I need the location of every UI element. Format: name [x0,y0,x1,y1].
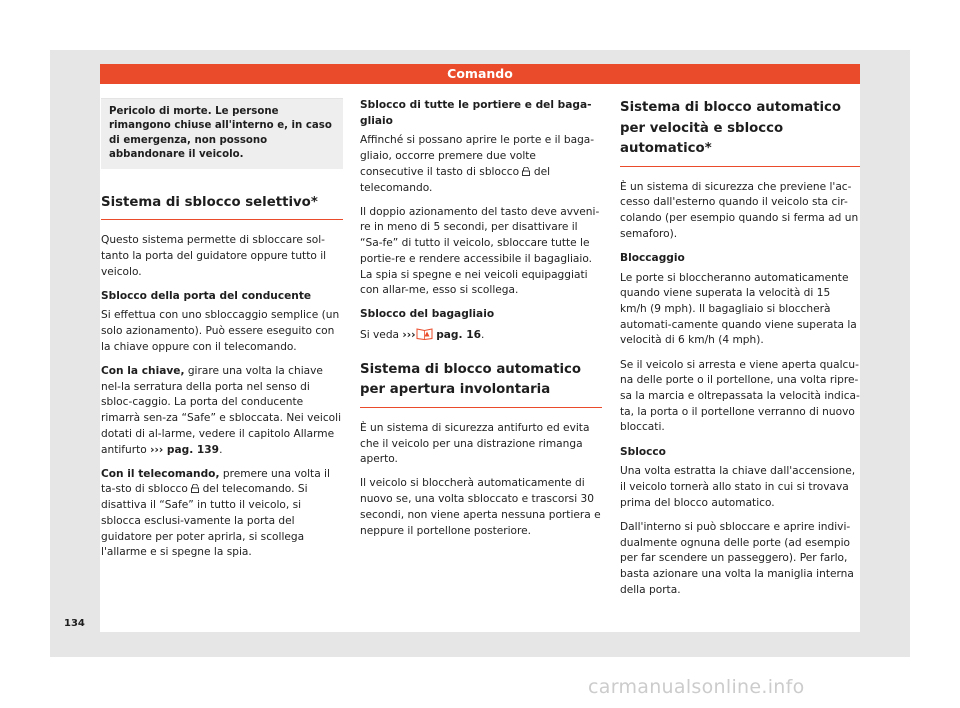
subheading-unlocking: Sblocco [620,445,666,458]
text: del telecomando. [360,165,551,194]
text: . [219,443,223,456]
page-number: 134 [64,618,85,629]
reference-arrow: ››› [150,443,164,456]
paragraph: Se il veicolo si arresta e viene aperta qualcu-na delle porte o il portellone, una volta ripre-sa la marcia e oltrepassata la velocità indica-ta, la porta o il portellone verranno di nuovo bloccati. [620,358,860,434]
warning-box: Pericolo di morte. Le persone rimangono chiuse all'interno e, in caso di emergenza, non possono abbandonare il veicolo. [101,98,343,169]
section-title-auto-lock-opening: Sistema di blocco automatico per apertura involontaria [360,360,602,408]
paragraph-with-key [101,364,343,458]
text: premere una volta il ta-sto di sblocco [101,467,330,496]
section-header: Comando [100,64,860,84]
text: girare una volta la chiave nel-la serratura della porta nel senso di sbloc-caggio. La porta del conducente rimarrà sen-za “Safe” e sbloccata. Nei veicoli dotati di al-larme, vedere il capitolo Allarme antifurto [101,365,342,456]
text: Affinché si possano aprire le porte e il baga-gliaio, occorre premere due volte consecutive il tasto di sblocco [360,134,595,178]
lead-text: Con la chiave, [101,365,185,378]
paragraph: Si effettua con uno sbloccaggio semplice (un solo azionamento). Può essere eseguito con la chiave oppure con il telecomando. [101,309,340,353]
unlock-icon [191,484,199,493]
paragraph-with-remote [360,133,602,196]
subheading-driver-door: Sblocco della porta del conducente [101,289,312,302]
watermark: carmanualsonline.info [588,676,805,698]
page-reference-link[interactable]: pag. 16 [432,329,481,342]
paragraph-with-reference [360,327,602,344]
subheading-all-doors: Sblocco di tutte le portiere e del baga-gliaio [360,99,592,127]
subheading-locking: Bloccaggio [620,251,685,264]
text: del telecomando. Si disattiva il “Safe” in tutto il veicolo, si sblocca esclusi-vamente la porta del guidatore per poter aprirla, si scollega l'allarme e si spegne la spia. [101,483,308,559]
column-3 [620,98,860,607]
section-title-auto-lock-speed: Sistema di blocco automatico per velocità e sblocco automatico* [620,98,860,167]
reference-arrow: ››› [402,329,416,342]
paragraph: Dall'interno si può sbloccare e aprire indivi-dualmente ognuna delle porte (ad esempio per far scendere un passeggero). Per farlo, basta azionare una volta la maniglia interna della porta. [620,520,854,596]
paragraph: Il veicolo si bloccherà automaticamente di nuovo se, una volta sbloccato e trascorsi 30 secondi, non viene aperta nessuna portiera e neppure il portellone posteriore. [360,477,601,537]
paragraph: È un sistema di sicurezza antifurto ed evita che il veicolo per una distrazione rimanga aperto. [360,421,590,466]
text: Si veda [360,329,403,342]
text: . [480,329,485,342]
section-title-selective-unlock: Sistema di sblocco selettivo* [101,193,343,221]
paragraph: Le porte si bloccheranno automaticamente quando viene superata la velocità di 15 km/h (9 mph). Il bagagliaio si bloccherà automati-camente quando viene superata la velocità di 6 km/h (4 mph). [620,271,857,347]
paragraph-with-remote [101,467,343,561]
column-1 [101,98,343,569]
page-reference-link[interactable]: pag. 139 [163,443,220,456]
paragraph: Questo sistema permette di sbloccare sol-tanto la porta del guidatore oppure tutto il veicolo. [101,234,327,278]
subheading-boot: Sblocco del bagagliaio [360,308,495,321]
paragraph: Una volta estratta la chiave dall'accensione, il veicolo tornerà allo stato in cui si trovava prima del blocco automatico. [620,465,856,509]
paragraph: Il doppio azionamento del tasto deve avveni-re in meno di 5 secondi, per disattivare il “Sa-fe” di tutto il veicolo, sbloccare tutte le portie-re e rendere accessibile il bagagliaio. La spia si spegne e nei veicoli equipaggiati con allar-me, esso si scollega. [360,205,600,297]
lead-text: Con il telecomando, [101,467,220,480]
warning-book-icon [416,327,433,340]
paragraph: È un sistema di sicurezza che previene l'ac-cesso dall'esterno quando il veicolo sta cir-colando (per esempio quando si ferma ad un semaforo). [620,180,859,240]
column-2 [360,98,602,548]
